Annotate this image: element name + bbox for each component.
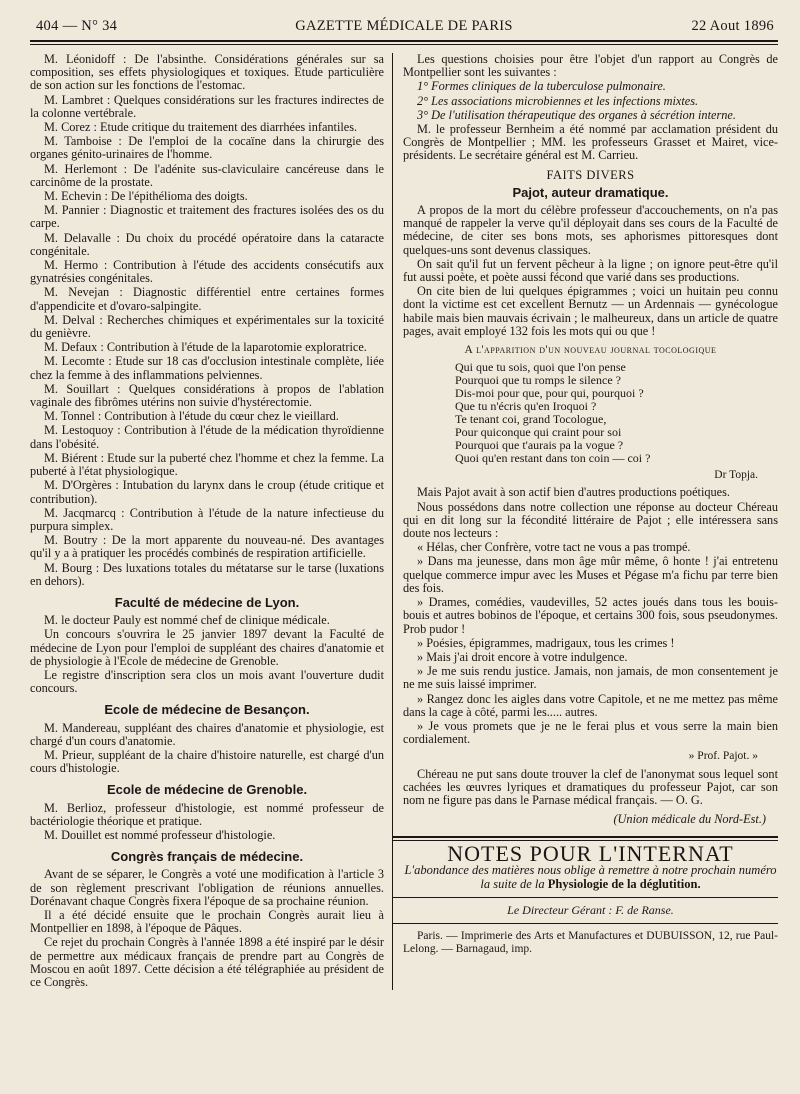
director-line: Le Directeur Gérant : F. de Ranse. <box>507 902 674 917</box>
paragraph: M. Douillet est nommé professeur d'histologie. <box>44 827 276 842</box>
thesis-item: M. Pannier : Diagnostic et traitement des fractures isolées des os du carpe. <box>30 203 384 231</box>
notes-title: NOTES POUR L'INTERNAT <box>447 841 734 867</box>
thesis-item: M. Souillart : Quelques considérations à propos de l'ablation vaginale des fibrômes utérins non suivie d'hystérectomie. <box>30 381 384 410</box>
paragraph: Un concours s'ouvrira le 25 janvier 1897 devant la Faculté de médecine de Lyon pour l'emploi de suppléant des chaires d'anatomie et de physiologie à l'Ecole de médecine de Grenoble. <box>30 627 384 668</box>
poem-title: A l'apparition d'un nouveau journal tocologique <box>464 344 717 357</box>
paragraph: On sait qu'il fut un fervent pêcheur à la ligne ; on ignore peut-être qu'il fut aussi poète, et poète aussi fécond que varié dans ses productions. <box>403 256 778 285</box>
letter-paragraph: » Je me suis rendu justice. Jamais, non jamais, de mon consentement je ne me suis laissé imprimer. <box>403 664 778 692</box>
page-number: 404 — N° 34 <box>36 18 118 34</box>
thesis-item: M. Lecomte : Etude sur 18 cas d'occlusion intestinale complète, liée chez la femme à des inflammations pelviennes. <box>30 354 384 382</box>
page-header <box>30 14 778 34</box>
poem-line: Qui que tu sois, quoi que l'on pense <box>455 360 626 375</box>
question-item: 3° De l'utilisation thérapeutique des organes à sécrétion interne. <box>417 107 736 122</box>
thesis-item: M. Tonnel : Contribution à l'étude du cœur chez le vieillard. <box>44 409 339 424</box>
poem <box>455 361 778 465</box>
thesis-item: M. Bourg : Des luxations totales du métatarse sur le tarse (luxations en dehors). <box>30 560 384 588</box>
divider <box>393 897 778 898</box>
imprint: Paris. — Imprimerie des Arts et Manufactures et DUBUISSON, 12, rue Paul-Lelong. — Barnagaud, imp. <box>403 929 778 955</box>
journal-title: GAZETTE MÉDICALE DE PARIS <box>295 18 513 34</box>
thesis-item: M. Jacqmarcq : Contribution à l'étude de la nature infectieuse du purpura simplex. <box>30 505 384 533</box>
left-column <box>30 53 392 990</box>
letter-paragraph: » Dans ma jeunesse, dans mon âge mûr même, ô honte ! j'ai entretenu quelque commerce impur avec les Muses et Pégase m'a fichu par terre bien des fois. <box>403 554 778 595</box>
paragraph: Nous possédons dans notre collection une réponse au docteur Chéreau qui en dit long sur la fécondité littéraire de Pajot ; elle intéressera sans doute nos lecteurs : <box>403 499 778 541</box>
paragraph: Les questions choisies pour être l'objet d'un rapport au Congrès de Montpellier sont les suivantes : <box>403 52 778 80</box>
letter-signature: » Prof. Pajot. » <box>688 750 758 763</box>
letter <box>403 541 778 746</box>
section-title-lyon: Faculté de médecine de Lyon. <box>114 594 300 610</box>
faits-divers-heading: FAITS DIVERS <box>546 167 635 182</box>
poem-line: Pourquoi que tu romps le silence ? <box>455 373 621 388</box>
paragraph: Le registre d'inscription sera clos un mois avant l'ouverture dudit concours. <box>30 667 384 696</box>
poem-signature: Dr Topja. <box>714 469 758 482</box>
source-credit: (Union médicale du Nord-Est.) <box>613 812 766 827</box>
section-title-grenoble: Ecole de médecine de Grenoble. <box>106 782 308 798</box>
poem-line: Te tenant coi, grand Tocologue, <box>455 412 607 427</box>
section-title-congres: Congrès français de médecine. <box>110 849 304 865</box>
thesis-item: M. Lambret : Quelques considérations sur les fractures indirectes de la colonne vertébrale. <box>30 92 384 120</box>
right-column <box>392 53 778 990</box>
paragraph: M. Prieur, suppléant de la chaire d'histoire naturelle, est chargé d'un cours d'histologie. <box>30 747 384 776</box>
paragraph: M. Berlioz, professeur d'histologie, est nommé professeur de bactériologie théorique et pratique. <box>30 800 384 828</box>
thesis-item: M. D'Orgères : Intubation du larynx dans le croup (étude critique et contribution). <box>30 478 384 506</box>
theses-list <box>30 53 384 588</box>
article-title: Pajot, auteur dramatique. <box>512 184 669 200</box>
poem-line: Quoi qu'en restant dans ton coin — coi ? <box>455 451 651 466</box>
poem-line: Pour quiconque qui craint pour soi <box>455 425 622 440</box>
poem-line: Dis-moi pour que, pour qui, pourquoi ? <box>455 386 644 401</box>
thesis-item: M. Delval : Recherches chimiques et expérimentales sur la toxicité du genièvre. <box>30 312 384 341</box>
poem-line: Que tu n'écris qu'en Iroquoi ? <box>455 399 597 414</box>
notes-text-body: L'abondance des matières nous oblige à remettre à notre prochain numéro la suite de la <box>404 862 777 891</box>
letter-paragraph: » Mais j'ai droit encore à votre indulgence. <box>417 649 628 664</box>
section-title-besancon: Ecole de médecine de Besançon. <box>104 702 310 718</box>
paragraph: Chéreau ne put sans doute trouver la clef de l'anonymat sous lequel sont cachées les œuvres lyriques et dramatiques du professeur Pajot, car son nom ne figure pas dans le Parnase médical français. — O. G. <box>403 766 778 807</box>
paragraph: Avant de se séparer, le Congrès a voté une modification à l'article 3 de son règlement prescrivant l'obligation de réunions annuelles. Dorénavant chaque Congrès fixera l'époque de sa prochaine réunion. <box>30 867 384 908</box>
notes-text-bold: Physiologie de la déglutition. <box>547 876 701 891</box>
thesis-item: M. Hermo : Contribution à l'étude des accidents consécutifs aux gynatrésies congénitales. <box>30 258 384 286</box>
thesis-item: M. Biérent : Etude sur la puberté chez l'homme et chez la femme. La puberté à l'état physiologique. <box>30 450 384 479</box>
thesis-item: M. Léonidoff : De l'absinthe. Considérations générales sur sa composition, ses effets physiologiques et toxiques. Etude particulière de son action sur les fonctions de l'estomac. <box>30 52 384 93</box>
poem-line: Pourquoi que t'aurais pa la vogue ? <box>455 438 624 453</box>
letter-paragraph: » Poésies, épigrammes, madrigaux, tous les crimes ! <box>417 635 675 650</box>
thesis-item: M. Defaux : Contribution à l'étude de la laparotomie exploratrice. <box>44 340 367 355</box>
thesis-item: M. Echevin : De l'épithélioma des doigts. <box>44 189 248 204</box>
paragraph: Il a été décidé ensuite que le prochain Congrès aurait lieu à Montpellier en 1898, à l'époque de Pâques. <box>30 907 384 936</box>
thesis-item: M. Boutry : De la mort apparente du nouveau-né. Des avantages qu'il y a à pratiquer les procédés combinés de respiration artificielle. <box>30 533 384 561</box>
notes-text <box>403 863 778 891</box>
letter-paragraph: « Hélas, cher Confrère, votre tact ne vous a pas trompé. <box>417 540 691 555</box>
paragraph: M. le docteur Pauly est nommé chef de clinique médicale. <box>44 613 330 628</box>
paragraph: M. Mandereau, suppléant des chaires d'anatomie et physiologie, est chargé d'un cours d'anatomie. <box>30 720 384 748</box>
thesis-item: M. Tamboise : De l'emploi de la cocaïne dans la chirurgie des organes génito-urinaires de l'homme. <box>30 134 384 162</box>
letter-paragraph: » Je vous promets que je ne le ferai plus et vous serre la main bien cordialement. <box>403 718 778 747</box>
thesis-item: M. Corez : Etude critique du traitement des diarrhées infantiles. <box>44 120 358 135</box>
letter-paragraph: » Rangez donc les aigles dans votre Capitole, et ne me mettez pas même dans la cage à côté, parmi les..... autres. <box>403 691 778 719</box>
question-item: 2° Les associations microbiennes et les infections mixtes. <box>417 93 699 108</box>
divider <box>393 923 778 924</box>
issue-date: 22 Aout 1896 <box>691 18 774 34</box>
paragraph: A propos de la mort du célèbre professeur d'accouchements, on n'a pas manqué de rappeler la verve qu'il déployait dans ses cours de la Faculté de médecine, de citer ses bons mots, ses aphorismes pittoresques dont quelques-uns sont devenus classiques. <box>403 203 778 257</box>
thesis-item: M. Lestoquoy : Contribution à l'étude de la médication thyroïdienne dans l'obésité. <box>30 423 384 451</box>
thesis-item: M. Herlemont : De l'adénite sus-claviculaire cancéreuse dans le carcinôme de la prostate. <box>30 161 384 189</box>
thesis-item: M. Nevejan : Diagnostic différentiel entre certaines formes d'appendicite et d'ovaro-salpingite. <box>30 285 384 313</box>
paragraph: Mais Pajot avait à son actif bien d'autres productions poétiques. <box>417 485 730 500</box>
header-rule <box>30 40 778 45</box>
columns <box>30 53 778 990</box>
paragraph: On cite bien de lui quelques épigrammes ; voici un huitain peu connu dont la victime est cet excellent Bernutz — un Ardennais — gynécologue habile mais bien mauvais écrivain ; le malheureux, dans un article de quatre pages, avait employé 132 fois les mots qui ou que ! <box>403 284 778 338</box>
thesis-item: M. Delavalle : Du choix du procédé opératoire dans la cataracte congénitale. <box>30 230 384 258</box>
letter-paragraph: » Drames, comédies, vaudevilles, 52 actes joués dans tous les bouis-bouis et autres bobinos de l'époque, et certains 300 fois, sous pseudonymes. Prob pudor ! <box>403 595 778 636</box>
question-item: 1° Formes cliniques de la tuberculose pulmonaire. <box>417 79 666 94</box>
paragraph: M. le professeur Bernheim a été nommé par acclamation président du Congrès de Montpellier ; MM. les professeurs Grasset et Mairet, vice-présidents. Le secrétaire général est M. Carrieu. <box>403 122 778 163</box>
paragraph: Ce rejet du prochain Congrès à l'année 1898 a été inspiré par le désir de permettre aux médicaux français de prendre part au Congrès de Moscou en août 1897. Cette décision a été télégraphiée au président de ce Congrès. <box>30 935 384 989</box>
